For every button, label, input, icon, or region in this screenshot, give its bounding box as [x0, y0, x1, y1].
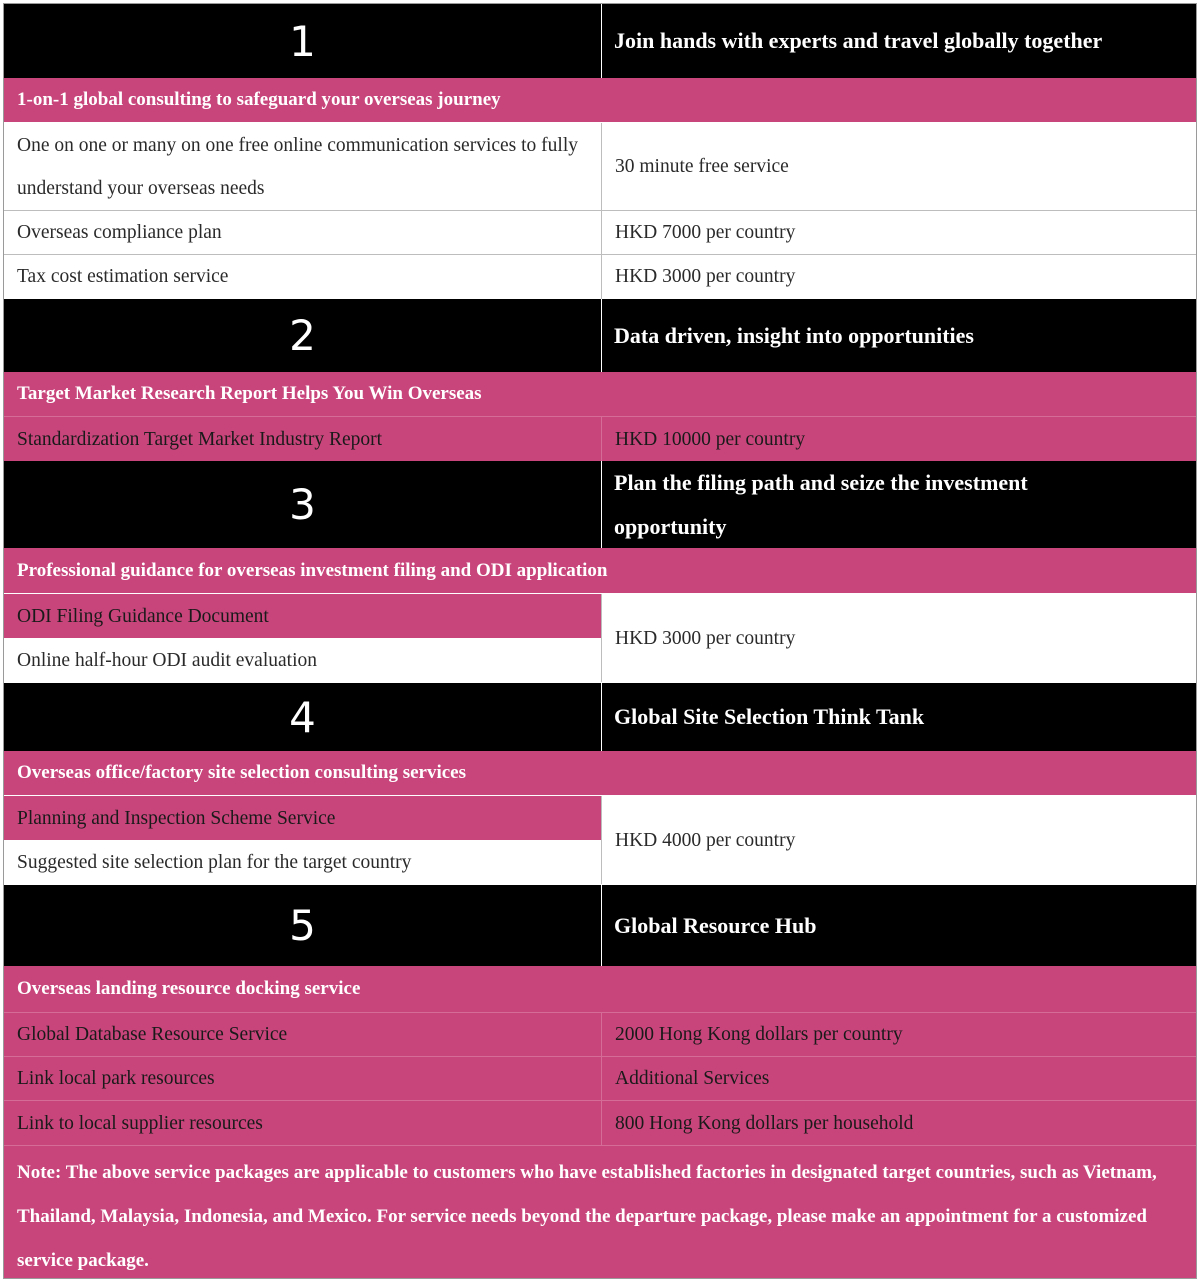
section-4-title: Global Site Selection Think Tank	[602, 683, 1196, 751]
table-row	[4, 796, 1196, 884]
section-4-subtitle-row	[4, 751, 1196, 795]
section-1-number: 1	[4, 4, 601, 78]
table-row	[4, 1101, 1196, 1145]
section-4-subtitle: Overseas office/factory site selection consulting services	[17, 762, 467, 783]
footnote: Note: The above service packages are applicable to customers who have established factories in designated target countries, such as Vietnam, Thailand, Malaysia, Indonesia, and Mexico. For service needs beyond the departure package, please make an appointment for a customized service package.	[17, 1162, 1157, 1271]
section-1-subtitle: 1-on-1 global consulting to safeguard your overseas journey	[17, 89, 501, 110]
table-row	[4, 1013, 1196, 1056]
service-price: HKD 3000 per country	[602, 255, 1196, 298]
service-name: Planning and Inspection Scheme Service	[4, 796, 601, 840]
table-row	[4, 1057, 1196, 1100]
section-2-subtitle-row	[4, 372, 1196, 416]
note-row	[4, 1146, 1196, 1278]
service-name: Standardization Target Market Industry Report	[4, 417, 601, 461]
service-price: Additional Services	[602, 1057, 1196, 1100]
table-row	[4, 123, 1196, 210]
service-price: HKD 3000 per country	[602, 594, 1196, 682]
section-3-subtitle-row	[4, 548, 1196, 593]
service-price: HKD 10000 per country	[602, 417, 1196, 461]
service-name: Link local park resources	[4, 1057, 601, 1100]
section-3-number: 3	[4, 461, 601, 548]
section-5-title: Global Resource Hub	[602, 885, 1196, 966]
service-name: One on one or many on one free online communication services to fully understand your overseas needs	[4, 123, 601, 210]
section-1-subtitle-row	[4, 78, 1196, 122]
section-4-header	[4, 683, 1196, 751]
service-price: 2000 Hong Kong dollars per country	[602, 1013, 1196, 1056]
section-5-subtitle: Overseas landing resource docking service	[17, 978, 361, 999]
section-2-number: 2	[4, 299, 601, 372]
section-3-title: Plan the filing path and seize the investment opportunity	[602, 461, 1196, 548]
section-1-header	[4, 4, 1196, 78]
service-name: Suggested site selection plan for the target country	[4, 840, 601, 884]
service-name: Tax cost estimation service	[4, 255, 601, 298]
section-5-subtitle-row	[4, 966, 1196, 1012]
table-row	[4, 417, 1196, 461]
table-row	[4, 255, 1196, 298]
service-price: HKD 4000 per country	[602, 796, 1196, 884]
service-name: Overseas compliance plan	[4, 211, 601, 254]
section-2-subtitle: Target Market Research Report Helps You Win Overseas	[17, 383, 482, 404]
service-name: Link to local supplier resources	[4, 1101, 601, 1145]
section-3-subtitle: Professional guidance for overseas investment filing and ODI application	[17, 559, 608, 581]
service-name: Global Database Resource Service	[4, 1013, 601, 1056]
section-2-header	[4, 299, 1196, 372]
service-price: 800 Hong Kong dollars per household	[602, 1101, 1196, 1145]
section-2-title: Data driven, insight into opportunities	[602, 299, 1196, 372]
section-4-number: 4	[4, 683, 601, 751]
section-3-header	[4, 461, 1196, 548]
table-row	[4, 594, 1196, 682]
service-price: HKD 7000 per country	[602, 211, 1196, 254]
section-1-title: Join hands with experts and travel globally together	[602, 4, 1196, 78]
table-row	[4, 211, 1196, 254]
service-price: 30 minute free service	[602, 123, 1196, 210]
section-5-number: 5	[4, 885, 601, 966]
service-name: ODI Filing Guidance Document	[4, 594, 601, 638]
service-name: Online half-hour ODI audit evaluation	[4, 638, 601, 682]
section-5-header	[4, 885, 1196, 966]
